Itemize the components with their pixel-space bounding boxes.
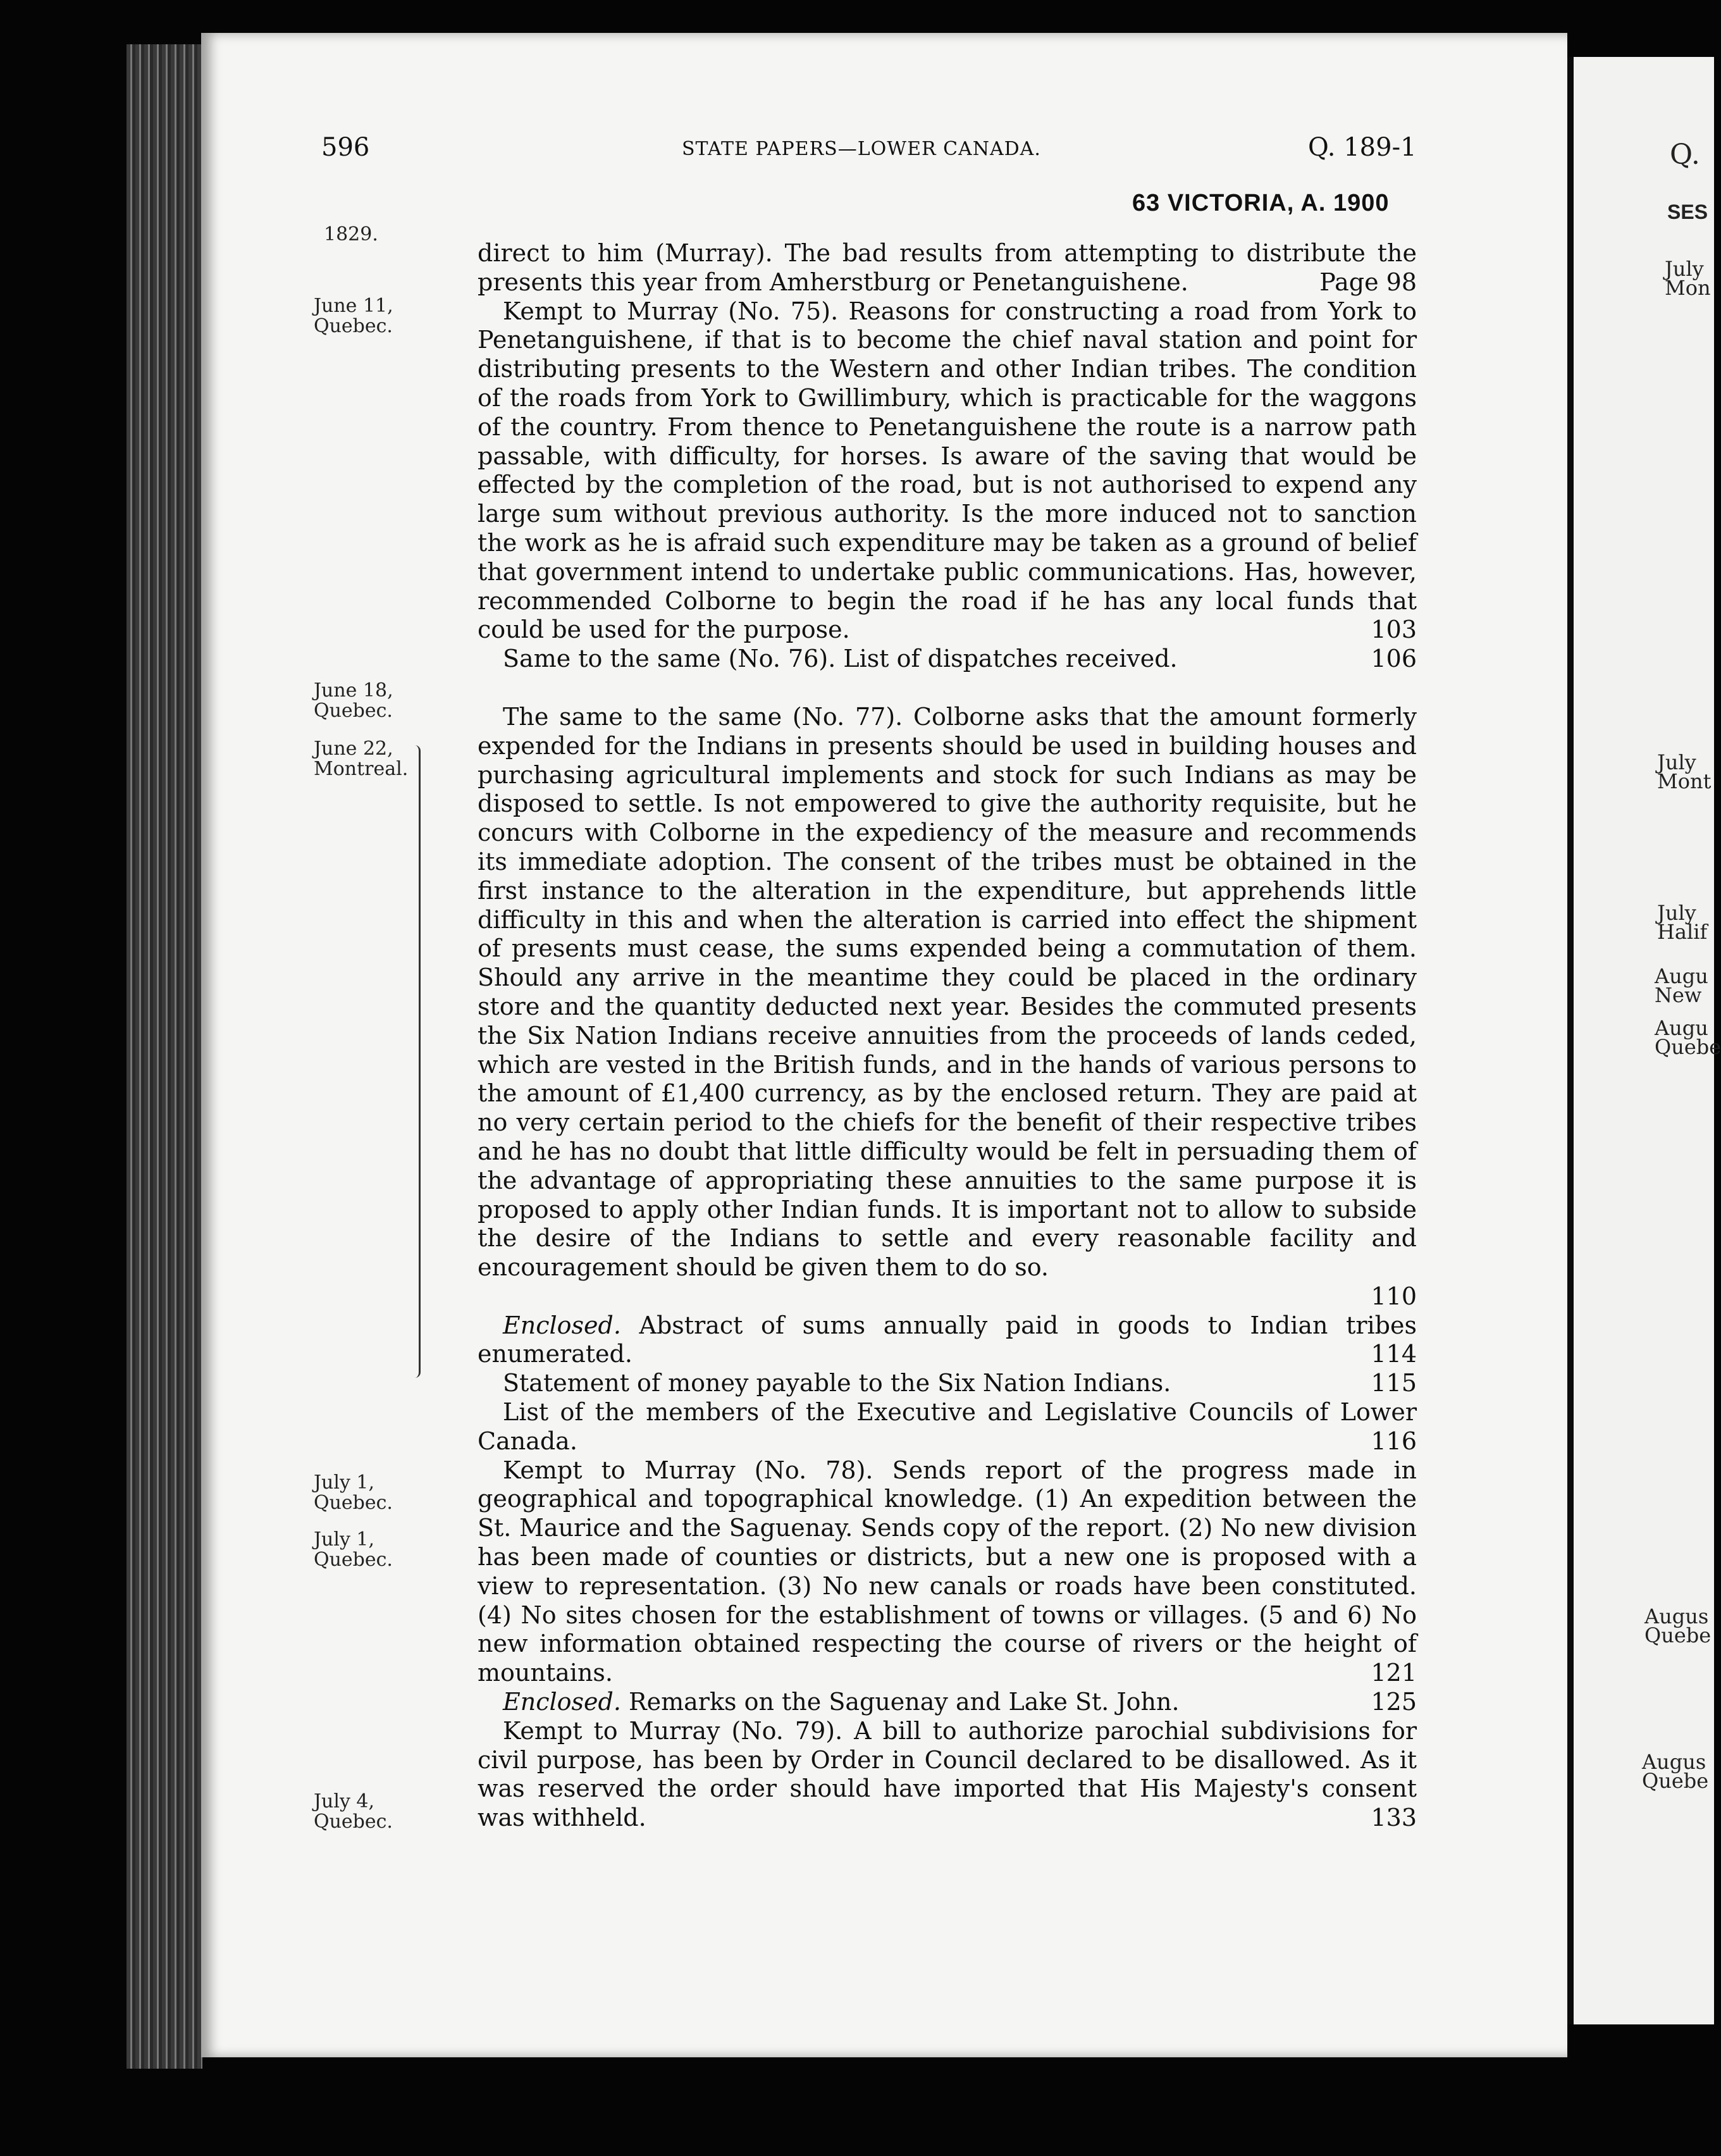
- facing-margin-date: Augu Quebe: [1655, 1016, 1721, 1059]
- paragraph: Kempt to Murray (No. 75). Reasons for constructing a road from York to Penetanguishene, if that is to become the chief naval station and point for distributing presents to the Western and other Indian tribes. The condition of the roads from York to Gwillimbury, which is practicable for the waggons of the country. From thence to Penetanguishene the route is a narrow path passable, with difficulty, for horses. Is aware of the saving that would be effected by the completion of the road, but is not authorised to expend any large sum without previous authority. Is the more induced not to sanction the work as he is afraid such expenditure may be taken as a ground of belief that government intend to undertake public communications. Has, however, recommended Colborne to begin the road if he has any local funds that could be used for the purpose. 103: [478, 297, 1417, 644]
- page-reference: 110: [1371, 1282, 1417, 1310]
- facing-margin-date: Augus Quebe: [1644, 1604, 1712, 1647]
- margin-date: July 1, Quebec.: [314, 1528, 393, 1571]
- paragraph: direct to him (Murray). The bad results from attempting to distribute the presents this year from Amherstburg or Penetanguishene. Page 98: [478, 239, 1417, 296]
- facing-margin-date: Augu New: [1655, 964, 1708, 1007]
- margin-date: June 18, Quebec.: [314, 679, 393, 722]
- paragraph: Same to the same (No. 76). List of dispatches received. 106: [503, 645, 1417, 673]
- document-body: [478, 239, 1417, 1833]
- margin-date: July 1, Quebec.: [314, 1471, 393, 1514]
- facing-page-ref: Q.: [1670, 139, 1700, 171]
- running-title: STATE PAPERS—LOWER CANADA.: [682, 138, 1041, 160]
- margin-date: June 22, Montreal.: [314, 738, 409, 780]
- margin-date: June 11, Quebec.: [314, 295, 393, 337]
- facing-margin-date: July Halif: [1657, 901, 1708, 944]
- paragraph: List of the members of the Executive and Legislative Councils of Lower Canada. 116: [478, 1398, 1417, 1455]
- reference-number: Q. 189-1: [1308, 133, 1417, 162]
- page-number: 596: [321, 133, 370, 162]
- facing-margin-date: July Mont: [1657, 750, 1712, 793]
- facing-margin-date: Augus Quebe: [1642, 1750, 1709, 1793]
- paragraph: The same to the same (No. 77). Colborne asks that the amount formerly expended for the Indians in presents should be used in building houses and purchasing agricultural implements and stock for such Indians as may be disposed to settle. Is not empowered to give the authority requisite, but he concurs with Colborne in the expediency of the measure and recommends its immediate adoption. The consent of the tribes must be obtained in the first instance to the alteration in the expenditure, but apprehends little difficulty in this and when the alteration is carried into effect the shipment of presents must cease, the sums expended being a commutation of them. Should any arrive in the meantime they could be placed in the ordinary store and the quantity deducted next year. Besides the commuted presents the Six Nation Indians receive annuities from the proceeds of lands ceded, which are vested in the British funds, and in the hands of various persons to the amount of £1,400 currency, as by the enclosed return. They are paid at no very certain period to the chiefs for the benefit of their respective tribes and he has no doubt that little difficulty would be felt in persuading them of the advantage of appropriating these annuities to the same purpose it is proposed to apply other Indian funds. It is important not to allow to subside the desire of the Indians to settle and every reasonable facility and encouragement should be given them to do so.: [478, 702, 1417, 1282]
- book-edge: [126, 44, 202, 2069]
- facing-page-session: SES: [1667, 201, 1708, 223]
- year-note: 1829.: [324, 223, 378, 245]
- margin-bracket: [415, 745, 421, 1378]
- paragraph: Kempt to Murray (No. 78). Sends report of the progress made in geographical and topographical knowledge. (1) An expedition between the St. Maurice and the Saguenay. Sends copy of the report. (2) No new division has been made of counties or districts, but a new one is proposed with a view to representation. (3) No new canals or roads have been constituted. (4) No sites chosen for the establishment of towns or villages. (5 and 6) No new information obtained respecting the course of rivers or the height of mountains. 121: [478, 1456, 1417, 1687]
- paragraph: Enclosed. Abstract of sums annually paid in goods to Indian tribes enumerated. 114: [478, 1311, 1417, 1368]
- paragraph: Statement of money payable to the Six Nation Indians. 115: [503, 1369, 1417, 1397]
- margin-date: July 4, Quebec.: [314, 1790, 393, 1833]
- paragraph: Kempt to Murray (No. 79). A bill to authorize parochial subdivisions for civil purpose, has been by Order in Council declared to be disallowed. As it was reserved the order should have imported that His Majesty's consent was withheld. 133: [478, 1716, 1417, 1832]
- facing-margin-date: July Mon: [1665, 257, 1711, 300]
- session-label: 63 VICTORIA, A. 1900: [1132, 190, 1390, 216]
- paragraph: Enclosed. Remarks on the Saguenay and Lake St. John. 125: [503, 1688, 1417, 1716]
